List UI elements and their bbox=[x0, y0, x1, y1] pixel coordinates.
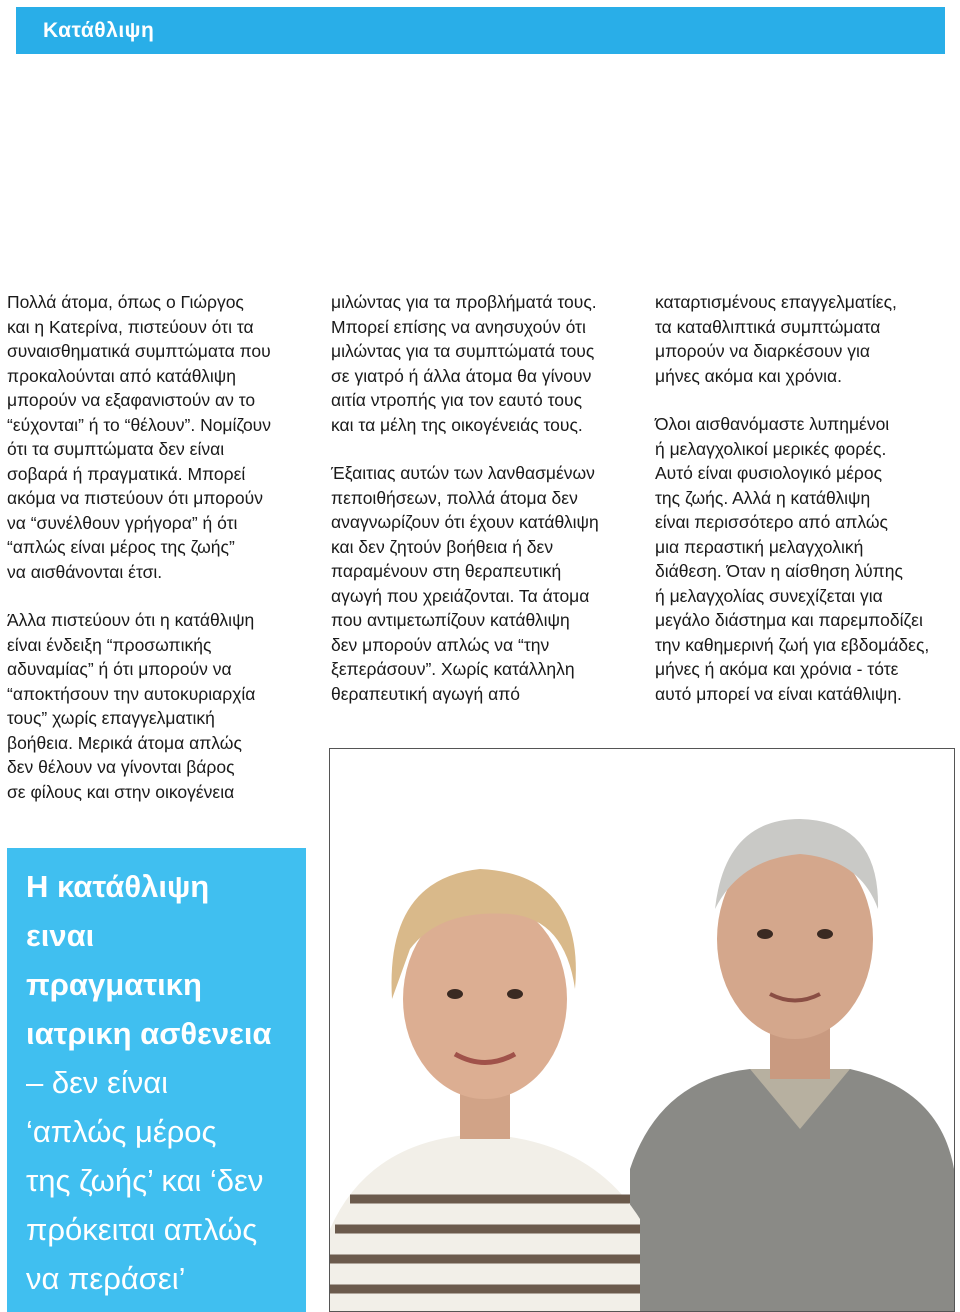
paragraph: μιλώντας για τα προβλήματά τους. Μπορεί επίσης να ανησυχούν ότι μιλώντας για τα συμπτώματά τους σε γιατρό ή άλλα άτομα θα γίνουν αιτία ντροπής για τον εαυτό τους και τα μέλη της οικογένειάς τους. bbox=[331, 292, 597, 435]
paragraph: Όλοι αισθανόμαστε λυπημένοι ή μελαγχολικοί μερικές φορές. Αυτό είναι φυσιολογικό μέρος της ζωής. Αλλά η κατάθλιψη είναι περισσότερο από απλώς μια περαστική μελαγχολική διάθεση. Όταν η αίσθηση λύπης ή μελαγχολίας συνεχίζεται για μεγάλο διάστημα και παρεμποδίζει την καθημερινή ζωή για εβδομάδες, μήνες ή ακόμα και χρόνια - τότε αυτό μπορεί να είναι κατάθλιψη. bbox=[655, 414, 930, 704]
header-bar bbox=[16, 7, 945, 54]
paragraph: καταρτισμένους επαγγελματίες, τα καταθλιπτικά συμπτώματα μπορούν να διαρκέσουν για μήνες ακόμα και χρόνια. bbox=[655, 292, 897, 386]
text-column-2 bbox=[331, 290, 636, 730]
paragraph: Έξαιτιας αυτών των λανθασμένων πεποιθήσεων, πολλά άτομα δεν αναγνωρίζουν ότι έχουν κατάθλιψη και δεν ζητούν βοήθεια ή δεν παραμένουν στη θεραπευτική αγωγή που χρειάζονται. Τα άτομα που αντιμετωπίζουν κατάθλιψη δεν μπορούν απλώς να “την ξεπεράσουν”. Χωρίς κατάλληλη θεραπευτική αγωγή από bbox=[331, 463, 599, 704]
pull-quote-box bbox=[7, 848, 306, 1312]
pull-quote-text: Η κατάθλιψη ειναι πραγματικη ιατρικη ασθενεια – δεν είναι ‘απλώς μέρος της ζωής’ και ‘δεν πρόκειται απλώς να περάσει’ bbox=[26, 869, 272, 1296]
text-column-3 bbox=[655, 290, 957, 730]
text-column-1 bbox=[7, 290, 312, 828]
elderly-couple-photo-icon bbox=[330, 749, 954, 1311]
page-title: Κατάθλιψη bbox=[43, 19, 155, 42]
paragraph: Πολλά άτομα, όπως ο Γιώργος και η Κατερίνα, πιστεύουν ότι τα συναισθηματικά συμπτώματα που προκαλούνται από κατάθλιψη μπορούν να εξαφανιστούν αν το “εύχονται” ή το “θέλουν”. Νομίζουν ότι τα συμπτώματα δεν είναι σοβαρά ή πραγματικά. Μπορεί ακόμα να πιστεύουν ότι μπορούν να “συνέλθουν γρήγορα” ή ότι “απλώς είναι μέρος της ζωής” να αισθάνονται έτσι. bbox=[7, 292, 272, 582]
couple-photo bbox=[329, 748, 955, 1312]
paragraph: Άλλα πιστεύουν ότι η κατάθλιψη είναι ένδειξη “προσωπικής αδυναμίας” ή ότι μπορούν να “αποκτήσουν την αυτοκυριαρχία τους” χωρίς επαγγελματική βοήθεια. Μερικά άτομα απλώς δεν θέλουν να γίνονται βάρος σε φίλους και στην οικογένεια bbox=[7, 610, 256, 802]
